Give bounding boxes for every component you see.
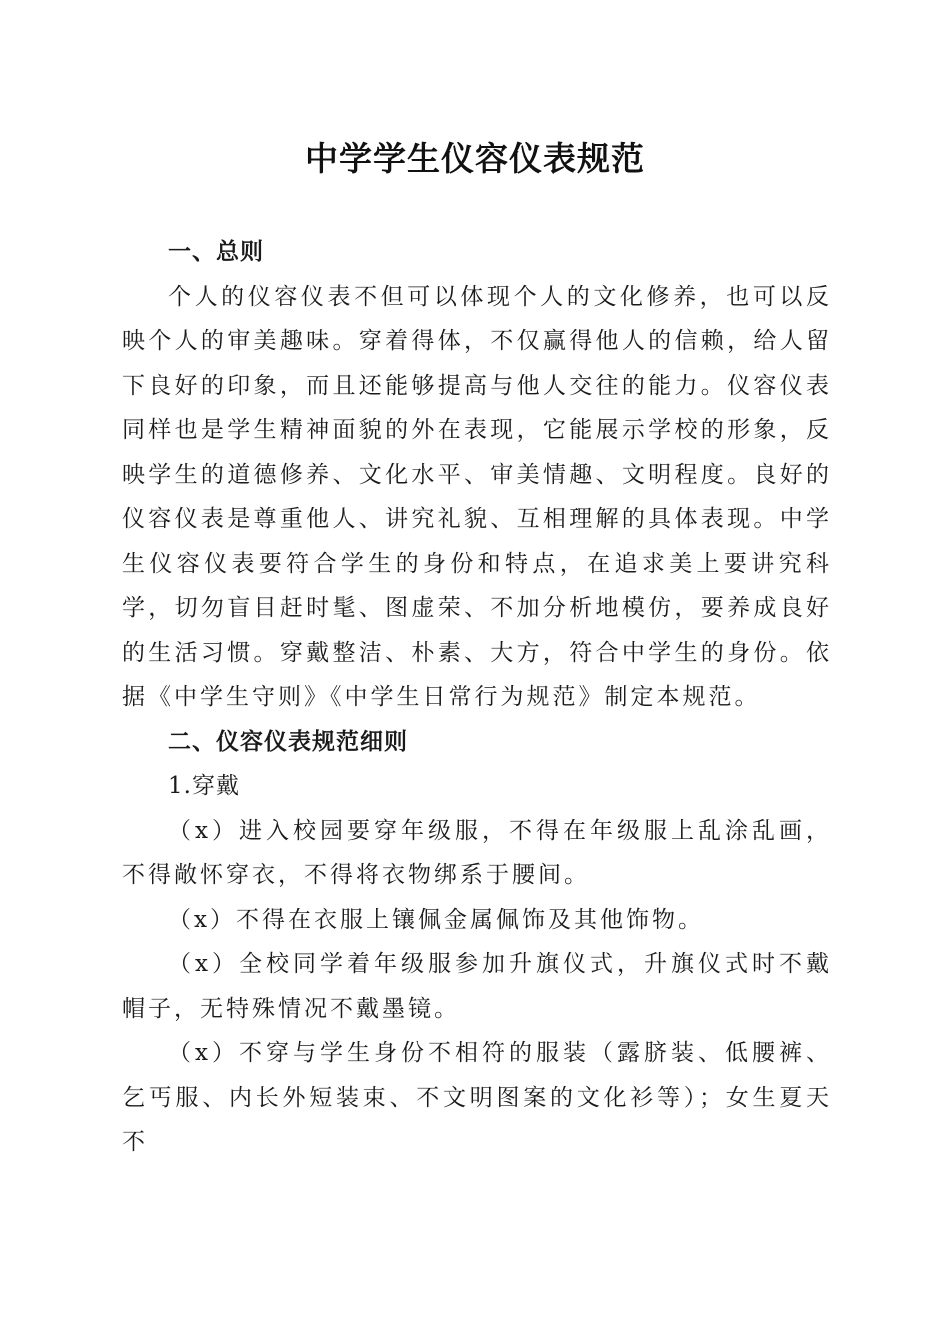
- rule-item: （x）全校同学着年级服参加升旗仪式，升旗仪式时不戴帽子，无特殊情况不戴墨镜。: [122, 951, 832, 1022]
- rule-item: （x）进入校园要穿年级服，不得在年级服上乱涂乱画，不得敞怀穿衣，不得将衣物绑系于腰间。: [122, 817, 832, 888]
- section-heading-general: 一、总则: [168, 239, 264, 265]
- rule-item: （x）不穿与学生身份不相符的服装（露脐装、低腰裤、乞丐服、内长外短装束、不文明图案的文化衫等）；女生夏天不: [122, 1040, 832, 1155]
- rule-item: （x）不得在衣服上镶佩金属佩饰及其他饰物。: [168, 906, 704, 933]
- document-body: [122, 230, 832, 1165]
- general-paragraph: 个人的仪容仪表不但可以体现个人的文化修养，也可以反映个人的审美趣味。穿着得体，不仅赢得他人的信赖，给人留下良好的印象，而且还能够提高与他人交往的能力。仪容仪表同样也是学生精神面貌的外在表现，它能展示学校的形象，反映学生的道德修养、文化水平、审美情趣、文明程度。良好的仪容仪表是尊重他人、讲究礼貌、互相理解的具体表现。中学生仪容仪表要符合学生的身份和特点，在追求美上要讲究科学，切勿盲目赶时髦、图虚荣、不加分析地模仿，要养成良好的生活习惯。穿戴整洁、朴素、大方，符合中学生的身份。依据《中学生守则》《中学生日常行为规范》制定本规范。: [122, 283, 832, 710]
- section-heading-rules: 二、仪容仪表规范细则: [168, 728, 408, 755]
- subsection-heading-attire: 1.穿戴: [168, 773, 240, 799]
- document-title: 中学学生仪容仪表规范: [305, 139, 645, 178]
